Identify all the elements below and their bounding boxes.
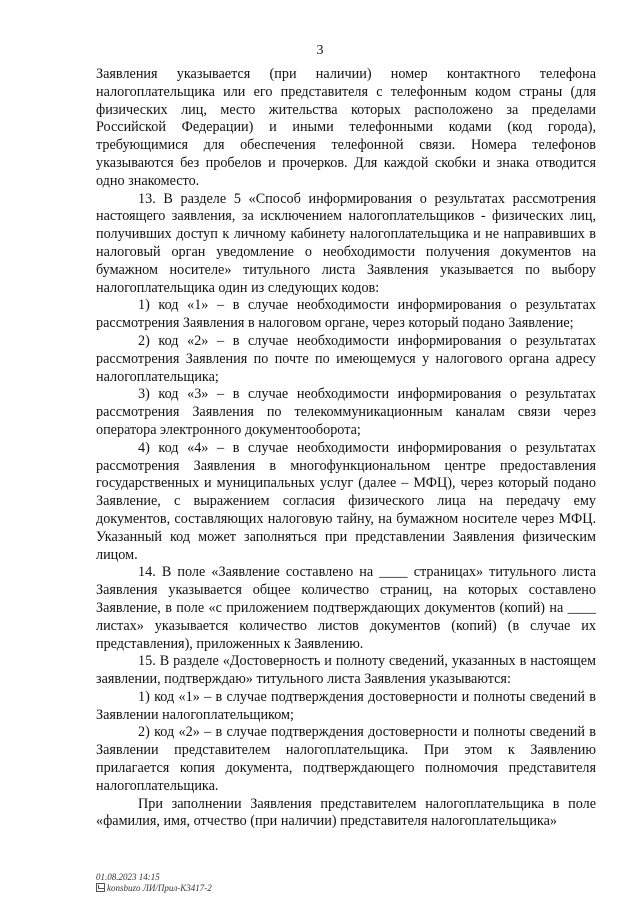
footer-reference-text: konsbuzo ЛИ/Прил-К3417-2 [107,883,212,893]
document-body [96,66,596,831]
paragraph: 4) код «4» – в случае необходимости информирования о результатах рассмотрения Заявления в многофункциональном центре предоставления государственных и муниципальных услуг (далее – МФЦ), через который подано Заявление, с выражением согласия физического лица на передачу ему документов, составляющих налоговую тайну, на бумажном носителе через МФЦ. Указанный код может заполняться при представлении Заявления физическим лицом. [96,439,596,563]
paragraph: 13. В разделе 5 «Способ информирования о результатах рассмотрения настоящего заявления, за исключением налогоплательщиков - физических лиц, получивших доступ к личному кабинету налогоплательщика и не направивших в налоговый орган уведомление о необходимости получения документов на бумажном носителе» титульного листа Заявления указывается по выбору налогоплательщика один из следующих кодов: [96,190,596,296]
paragraph: Заявления указывается (при наличии) номер контактного телефона налогоплательщика или его представителя с телефонным кодом страны (для физических лиц, место жительства которых расположено за пределами Российской Федерации) и иными телефонными кодами (код города), требующимися для обеспечения телефонной связи. Номера телефонов указываются без пробелов и прочерков. Для каждой скобки и знака отводится одно знакоместо. [96,66,596,189]
page-number: 3 [316,43,324,58]
footer-timestamp: 01.08.2023 14:15 [96,872,160,882]
paragraph: 2) код «2» – в случае подтверждения достоверности и полноты сведений в Заявлении представителем налогоплательщика. При этом к Заявлению прилагается копия документа, подтверждающего полномочия представителя налогоплательщика. [96,724,596,794]
paragraph: 1) код «1» – в случае подтверждения достоверности и полноты сведений в Заявлении налогоплательщиком; [96,688,596,723]
footer-reference [96,883,212,894]
paragraph: 15. В разделе «Достоверность и полноту сведений, указанных в настоящем заявлении, подтверждаю» титульного листа Заявления указываются: [96,653,596,688]
paragraph: При заполнении Заявления представителем налогоплательщика в поле «фамилия, имя, отчество (при наличии) представителя налогоплательщика» [96,795,596,830]
document-check-icon [96,883,105,892]
paragraph: 14. В поле «Заявление составлено на ____ страницах» титульного листа Заявления указывается общее количество страниц, на которых составлено Заявление, в поле «с приложением подтверждающих документов (копий) на ____ листах» указывается количество листов документов (копий) (в случае их представления), приложенных к Заявлению. [96,564,596,652]
paragraph: 1) код «1» – в случае необходимости информирования о результатах рассмотрения Заявления в налоговом органе, через который подано Заявление; [96,297,596,332]
paragraph: 2) код «2» – в случае необходимости информирования о результатах рассмотрения Заявления по почте по имеющемуся у налогового органа адресу налогоплательщика; [96,332,596,385]
document-footer [96,872,212,894]
paragraph: 3) код «3» – в случае необходимости информирования о результатах рассмотрения Заявления по телекоммуникационным каналам связи через оператора электронного документооборота; [96,386,596,438]
